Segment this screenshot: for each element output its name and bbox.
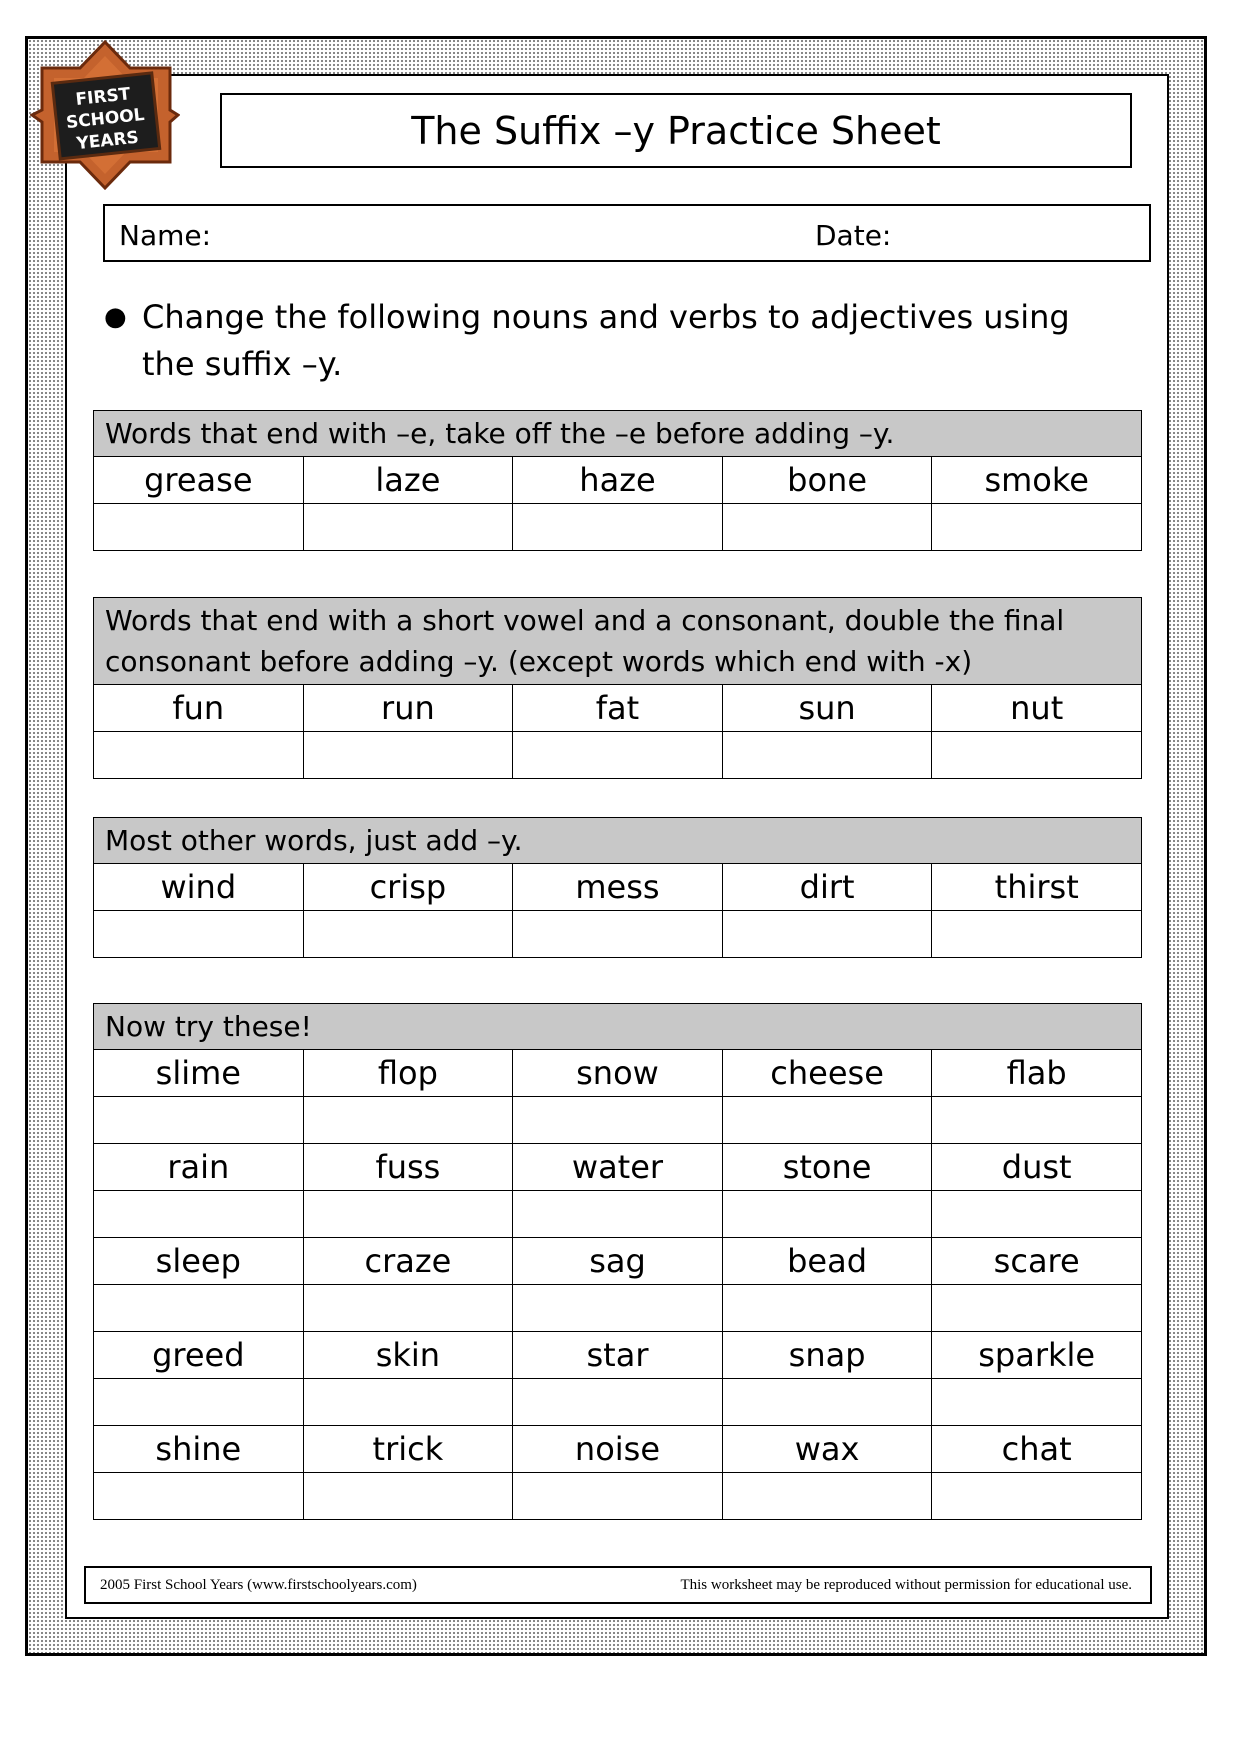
word-cell: cheese: [722, 1050, 932, 1097]
word-cell: crisp: [303, 864, 513, 911]
answer-cell[interactable]: [513, 1285, 723, 1332]
answer-cell[interactable]: [932, 1097, 1142, 1144]
word-cell: flop: [303, 1050, 513, 1097]
answer-cell[interactable]: [932, 1191, 1142, 1238]
answer-cell[interactable]: [722, 504, 932, 551]
word-cell: bone: [722, 457, 932, 504]
word-cell: wax: [722, 1426, 932, 1473]
answer-cell[interactable]: [722, 1191, 932, 1238]
answer-cell[interactable]: [932, 1285, 1142, 1332]
word-cell: wind: [94, 864, 304, 911]
word-cell: dirt: [722, 864, 932, 911]
name-label: Name:: [119, 219, 212, 252]
word-cell: sun: [722, 685, 932, 732]
section-table-3: [93, 817, 1142, 958]
answer-cell[interactable]: [303, 1473, 513, 1520]
answer-cell[interactable]: [94, 1473, 304, 1520]
answer-cell[interactable]: [94, 504, 304, 551]
word-cell: snap: [722, 1332, 932, 1379]
answer-cell[interactable]: [932, 732, 1142, 779]
word-cell: sparkle: [932, 1332, 1142, 1379]
word-cell: fuss: [303, 1144, 513, 1191]
word-cell: slime: [94, 1050, 304, 1097]
word-cell: nut: [932, 685, 1142, 732]
instruction-text: Change the following nouns and verbs to adjectives using the suffix –y.: [142, 298, 1070, 383]
logo-line-3: YEARS: [75, 127, 140, 155]
footer: [84, 1566, 1152, 1604]
word-cell: skin: [303, 1332, 513, 1379]
bullet-icon: ●: [104, 302, 127, 332]
word-cell: stone: [722, 1144, 932, 1191]
word-cell: haze: [513, 457, 723, 504]
answer-cell[interactable]: [94, 1097, 304, 1144]
date-label: Date:: [815, 219, 892, 252]
answer-cell[interactable]: [303, 1379, 513, 1426]
first-school-years-logo: [30, 40, 180, 190]
section-table-1: [93, 410, 1142, 551]
word-cell: trick: [303, 1426, 513, 1473]
word-cell: grease: [94, 457, 304, 504]
answer-cell[interactable]: [722, 911, 932, 958]
answer-cell[interactable]: [303, 1285, 513, 1332]
word-cell: noise: [513, 1426, 723, 1473]
word-cell: smoke: [932, 457, 1142, 504]
word-cell: thirst: [932, 864, 1142, 911]
answer-cell[interactable]: [303, 732, 513, 779]
word-cell: greed: [94, 1332, 304, 1379]
section-header: Most other words, just add –y.: [94, 818, 1142, 864]
logo-line-1: FIRST: [74, 84, 132, 110]
answer-cell[interactable]: [513, 1097, 723, 1144]
answer-cell[interactable]: [303, 504, 513, 551]
word-cell: chat: [932, 1426, 1142, 1473]
word-cell: fat: [513, 685, 723, 732]
word-cell: fun: [94, 685, 304, 732]
word-cell: bead: [722, 1238, 932, 1285]
answer-cell[interactable]: [513, 504, 723, 551]
answer-cell[interactable]: [513, 911, 723, 958]
answer-cell[interactable]: [722, 1379, 932, 1426]
word-cell: flab: [932, 1050, 1142, 1097]
word-cell: water: [513, 1144, 723, 1191]
footer-copyright: 2005 First School Years (www.firstschoolyears.com): [100, 1577, 417, 1593]
answer-cell[interactable]: [513, 1191, 723, 1238]
word-cell: scare: [932, 1238, 1142, 1285]
section-header: Words that end with –e, take off the –e before adding –y.: [94, 411, 1142, 457]
word-cell: shine: [94, 1426, 304, 1473]
answer-cell[interactable]: [94, 1285, 304, 1332]
answer-cell[interactable]: [932, 1379, 1142, 1426]
answer-cell[interactable]: [932, 504, 1142, 551]
section-table-4: [93, 1003, 1142, 1520]
answer-cell[interactable]: [513, 1379, 723, 1426]
page-title: [220, 93, 1132, 168]
word-cell: snow: [513, 1050, 723, 1097]
instruction: [104, 294, 1114, 388]
word-cell: sleep: [94, 1238, 304, 1285]
section-header: Words that end with a short vowel and a consonant, double the final consonant before adding –y. (except words which end with -x): [94, 598, 1142, 685]
word-cell: craze: [303, 1238, 513, 1285]
word-cell: rain: [94, 1144, 304, 1191]
answer-cell[interactable]: [722, 1473, 932, 1520]
answer-cell[interactable]: [722, 732, 932, 779]
name-date-box: [103, 204, 1151, 262]
logo-line-2: SCHOOL: [65, 104, 146, 134]
footer-permission: This worksheet may be reproduced without permission for educational use.: [680, 1577, 1132, 1593]
word-cell: star: [513, 1332, 723, 1379]
answer-cell[interactable]: [94, 732, 304, 779]
word-cell: run: [303, 685, 513, 732]
word-cell: dust: [932, 1144, 1142, 1191]
answer-cell[interactable]: [932, 911, 1142, 958]
answer-cell[interactable]: [303, 1191, 513, 1238]
page-title-text: The Suffix –y Practice Sheet: [411, 108, 941, 153]
section-header: Now try these!: [94, 1004, 1142, 1050]
word-cell: laze: [303, 457, 513, 504]
section-table-2: [93, 597, 1142, 779]
answer-cell[interactable]: [513, 732, 723, 779]
answer-cell[interactable]: [722, 1097, 932, 1144]
answer-cell[interactable]: [94, 1379, 304, 1426]
answer-cell[interactable]: [513, 1473, 723, 1520]
answer-cell[interactable]: [94, 911, 304, 958]
answer-cell[interactable]: [303, 911, 513, 958]
answer-cell[interactable]: [303, 1097, 513, 1144]
word-cell: mess: [513, 864, 723, 911]
answer-cell[interactable]: [932, 1473, 1142, 1520]
word-cell: sag: [513, 1238, 723, 1285]
answer-cell[interactable]: [94, 1191, 304, 1238]
answer-cell[interactable]: [722, 1285, 932, 1332]
